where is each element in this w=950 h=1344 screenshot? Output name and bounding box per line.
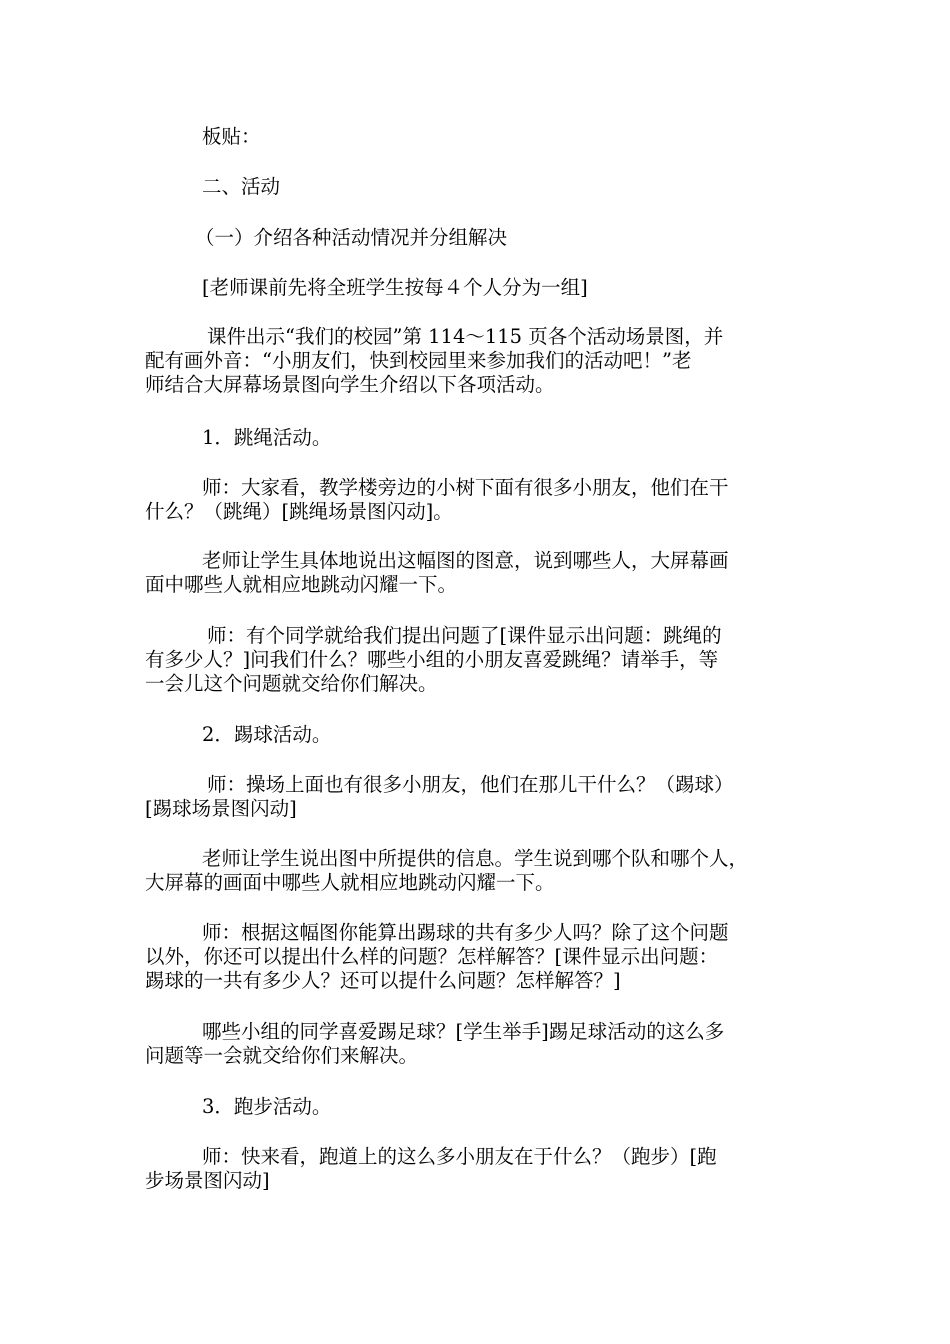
text-line: 师结合大屏幕场景图向学生介绍以下各项活动。 (145, 373, 555, 396)
text-line: 板贴： (202, 125, 261, 148)
text-line: 一会儿这个问题就交给你们解决。 (145, 672, 438, 695)
text-line: 2．踢球活动。 (202, 723, 332, 746)
text-line: 以外，你还可以提出什么样的问题？怎样解答？[课件显示出问题： (145, 945, 719, 968)
section-heading (145, 175, 810, 199)
text-line: [老师课前先将全班学生按每４个人分为一组] (202, 276, 588, 299)
text-line: 大屏幕的画面中哪些人就相应地跳动闪耀一下。 (145, 871, 555, 894)
text-line: 问题等一会就交给你们来解决。 (145, 1044, 419, 1067)
text-line: 师：根据这幅图你能算出踢球的共有多少人吗？除了这个问题 (202, 921, 729, 944)
text-line: 师：有个同学就给我们提出问题了[课件显示出问题：跳绳的 (207, 624, 722, 647)
text-line: 面中哪些人就相应地跳动闪耀一下。 (145, 573, 458, 596)
paragraph (145, 476, 810, 524)
text-line: 课件出示“我们的校园”第 114～115 页各个活动场景图，并 (207, 325, 724, 348)
paragraph (145, 773, 810, 821)
paragraph (145, 921, 810, 993)
paragraph (145, 1145, 810, 1193)
text-line: （一）介绍各种活动情况并分组解决 (195, 226, 508, 249)
text-line: 什么？（跳绳）[跳绳场景图闪动]。 (145, 500, 453, 523)
teacher-note (145, 276, 810, 300)
board-label (145, 125, 810, 149)
text-line: 3．跑步活动。 (202, 1095, 332, 1118)
text-line: 1．跳绳活动。 (202, 426, 332, 449)
text-line: [踢球场景图闪动] (145, 797, 297, 820)
paragraph (145, 624, 810, 696)
paragraph (145, 549, 810, 597)
text-line: 师：大家看，教学楼旁边的小树下面有很多小朋友，他们在干 (202, 476, 729, 499)
text-line: 配有画外音：“小朋友们，快到校园里来参加我们的活动吧！”老 (145, 349, 692, 372)
text-line: 步场景图闪动] (145, 1169, 270, 1192)
paragraph (145, 1020, 810, 1068)
text-line: 哪些小组的同学喜爱踢足球？[学生举手]踢足球活动的这么多 (202, 1020, 725, 1043)
text-line: 师：操场上面也有很多小朋友，他们在那儿干什么？（踢球） (207, 773, 734, 796)
text-line: 师：快来看，跑道上的这么多小朋友在于什么？（跑步）[跑 (202, 1145, 717, 1168)
text-line: 老师让学生说出图中所提供的信息。学生说到哪个队和哪个人， (202, 847, 749, 870)
paragraph (145, 847, 810, 895)
courseware-paragraph (145, 325, 810, 397)
text-line: 有多少人？]问我们什么？哪些小组的小朋友喜爱跳绳？请举手，等 (145, 648, 719, 671)
subsection-heading (145, 226, 810, 250)
text-line: 踢球的一共有多少人？还可以提什么问题？怎样解答？] (145, 969, 621, 992)
activity-item-1 (145, 426, 810, 450)
text-line: 老师让学生具体地说出这幅图的图意，说到哪些人，大屏幕画 (202, 549, 729, 572)
activity-item-3 (145, 1095, 810, 1119)
text-line: 二、活动 (202, 175, 281, 198)
activity-item-2 (145, 723, 810, 747)
